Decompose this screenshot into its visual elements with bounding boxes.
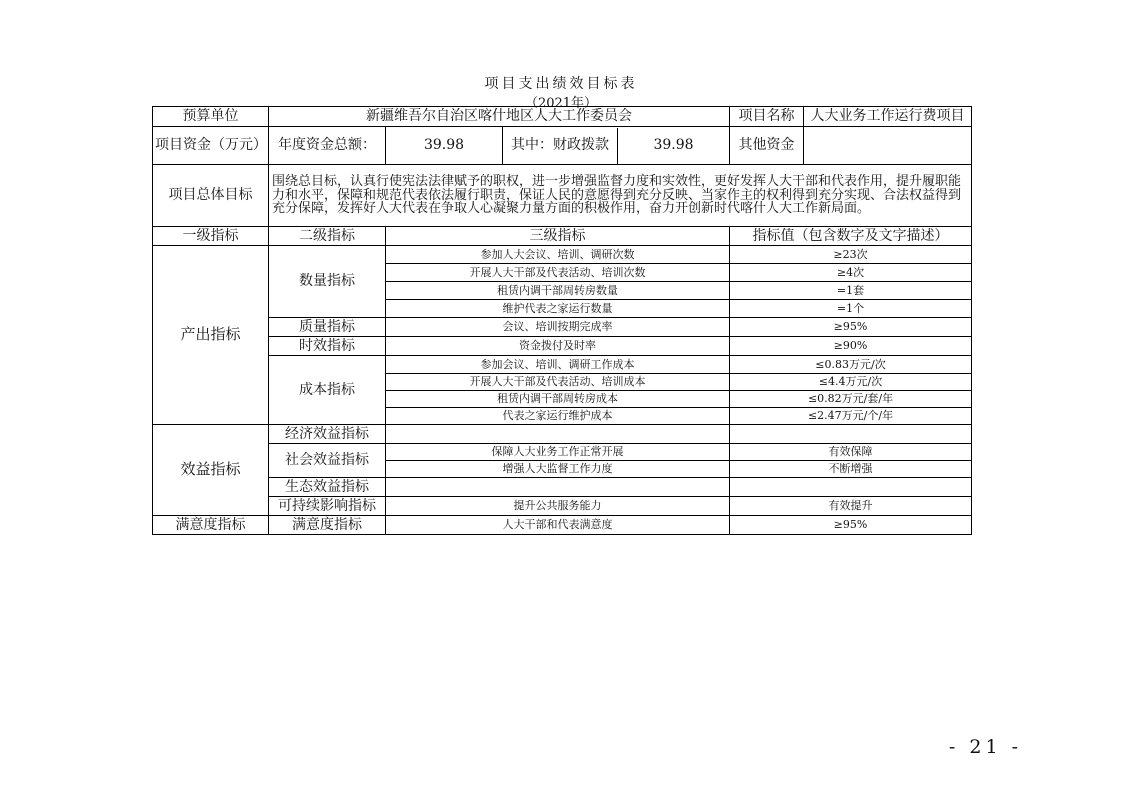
social-label: 社会效益指标 bbox=[269, 444, 386, 478]
indicator-value: =1个 bbox=[730, 300, 972, 318]
cost-label: 成本指标 bbox=[269, 356, 386, 425]
budget-unit-label: 预算单位 bbox=[153, 107, 269, 127]
indicator-name: 资金拨付及时率 bbox=[386, 337, 730, 356]
indicator-value: ≥23次 bbox=[730, 246, 972, 264]
col-level3: 三级指标 bbox=[386, 227, 730, 246]
other-funds-label: 其他资金 bbox=[730, 127, 804, 165]
indicator-value: 有效保障 bbox=[730, 444, 972, 461]
sustainable-label: 可持续影响指标 bbox=[269, 497, 386, 516]
indicator-name bbox=[386, 478, 730, 497]
indicator-name: 维护代表之家运行数量 bbox=[386, 300, 730, 318]
indicator-name: 提升公共服务能力 bbox=[386, 497, 730, 516]
indicator-value: ≤0.83万元/次 bbox=[730, 356, 972, 374]
indicator-name: 增强人大监督工作力度 bbox=[386, 461, 730, 478]
indicator-value: ≥90% bbox=[730, 337, 972, 356]
satisfaction-label: 满意度指标 bbox=[153, 516, 269, 535]
indicator-value: ≤4.4万元/次 bbox=[730, 374, 972, 391]
indicator-name: 会议、培训按期完成率 bbox=[386, 318, 730, 337]
other-funds-value bbox=[804, 127, 972, 165]
indicator-value: 有效提升 bbox=[730, 497, 972, 516]
indicator-name: 租赁内调干部周转房成本 bbox=[386, 391, 730, 408]
benefit-label: 效益指标 bbox=[153, 425, 269, 516]
indicator-value: ≥95% bbox=[730, 516, 972, 535]
ecological-label: 生态效益指标 bbox=[269, 478, 386, 497]
fiscal-value: 39.98 bbox=[653, 137, 694, 154]
indicator-name: 开展人大干部及代表活动、培训次数 bbox=[386, 264, 730, 282]
indicator-value: ≤2.47万元/个/年 bbox=[730, 408, 972, 425]
indicator-name: 参加人大会议、培训、调研次数 bbox=[386, 246, 730, 264]
economic-label: 经济效益指标 bbox=[269, 425, 386, 444]
goal-label: 项目总体目标 bbox=[153, 165, 269, 227]
indicator-name: 租赁内调干部周转房数量 bbox=[386, 282, 730, 300]
budget-unit-value: 新疆维吾尔自治区喀什地区人大工作委员会 bbox=[269, 107, 730, 127]
project-name-label: 项目名称 bbox=[730, 107, 804, 127]
goal-text: 围绕总目标，认真行使宪法法律赋予的职权，进一步增强监督力度和实效性，更好发挥人大干部和代表作用，提升履职能力和水平，保障和规范代表依法履行职责，保证人民的意愿得到充分反映、当家作主的权利得到充分实现、合法权益得到充分保障，发挥好人大代表在争取人心凝聚力量方面的积极作用，奋力开创新时代喀什人大工作新局面。 bbox=[269, 165, 972, 227]
output-label: 产出指标 bbox=[153, 246, 269, 425]
indicator-name: 开展人大干部及代表活动、培训成本 bbox=[386, 374, 730, 391]
indicator-value: ≤0.82万元/套/年 bbox=[730, 391, 972, 408]
funds-label: 项目资金（万元） bbox=[153, 127, 269, 165]
indicator-name: 代表之家运行维护成本 bbox=[386, 408, 730, 425]
annual-total-value: 39.98 bbox=[386, 127, 503, 165]
timeliness-label: 时效指标 bbox=[269, 337, 386, 356]
indicator-value: =1套 bbox=[730, 282, 972, 300]
project-name-value: 人大业务工作运行费项目 bbox=[804, 107, 972, 127]
table-year: （2021年） bbox=[524, 96, 598, 111]
col-level2: 二级指标 bbox=[269, 227, 386, 246]
quantity-label: 数量指标 bbox=[269, 246, 386, 318]
indicator-name bbox=[386, 425, 730, 444]
page-number: - 21 - bbox=[948, 736, 1022, 758]
indicator-name: 保障人大业务工作正常开展 bbox=[386, 444, 730, 461]
indicator-value: 不断增强 bbox=[730, 461, 972, 478]
performance-goal-table bbox=[152, 106, 972, 535]
indicator-value: ≥4次 bbox=[730, 264, 972, 282]
indicator-value: ≥95% bbox=[730, 318, 972, 337]
annual-total-label: 年度资金总额： bbox=[269, 127, 386, 165]
indicator-value bbox=[730, 425, 972, 444]
satisfaction-sub-label: 满意度指标 bbox=[269, 516, 386, 535]
indicator-name: 参加会议、培训、调研工作成本 bbox=[386, 356, 730, 374]
indicator-name: 人大干部和代表满意度 bbox=[386, 516, 730, 535]
fiscal-label: 其中：财政拨款 bbox=[503, 128, 618, 164]
col-level1: 一级指标 bbox=[153, 227, 269, 246]
quality-label: 质量指标 bbox=[269, 318, 386, 337]
table-title: 项目支出绩效目标表 bbox=[484, 76, 638, 92]
indicator-value bbox=[730, 478, 972, 497]
col-value: 指标值（包含数字及文字描述） bbox=[730, 227, 972, 246]
